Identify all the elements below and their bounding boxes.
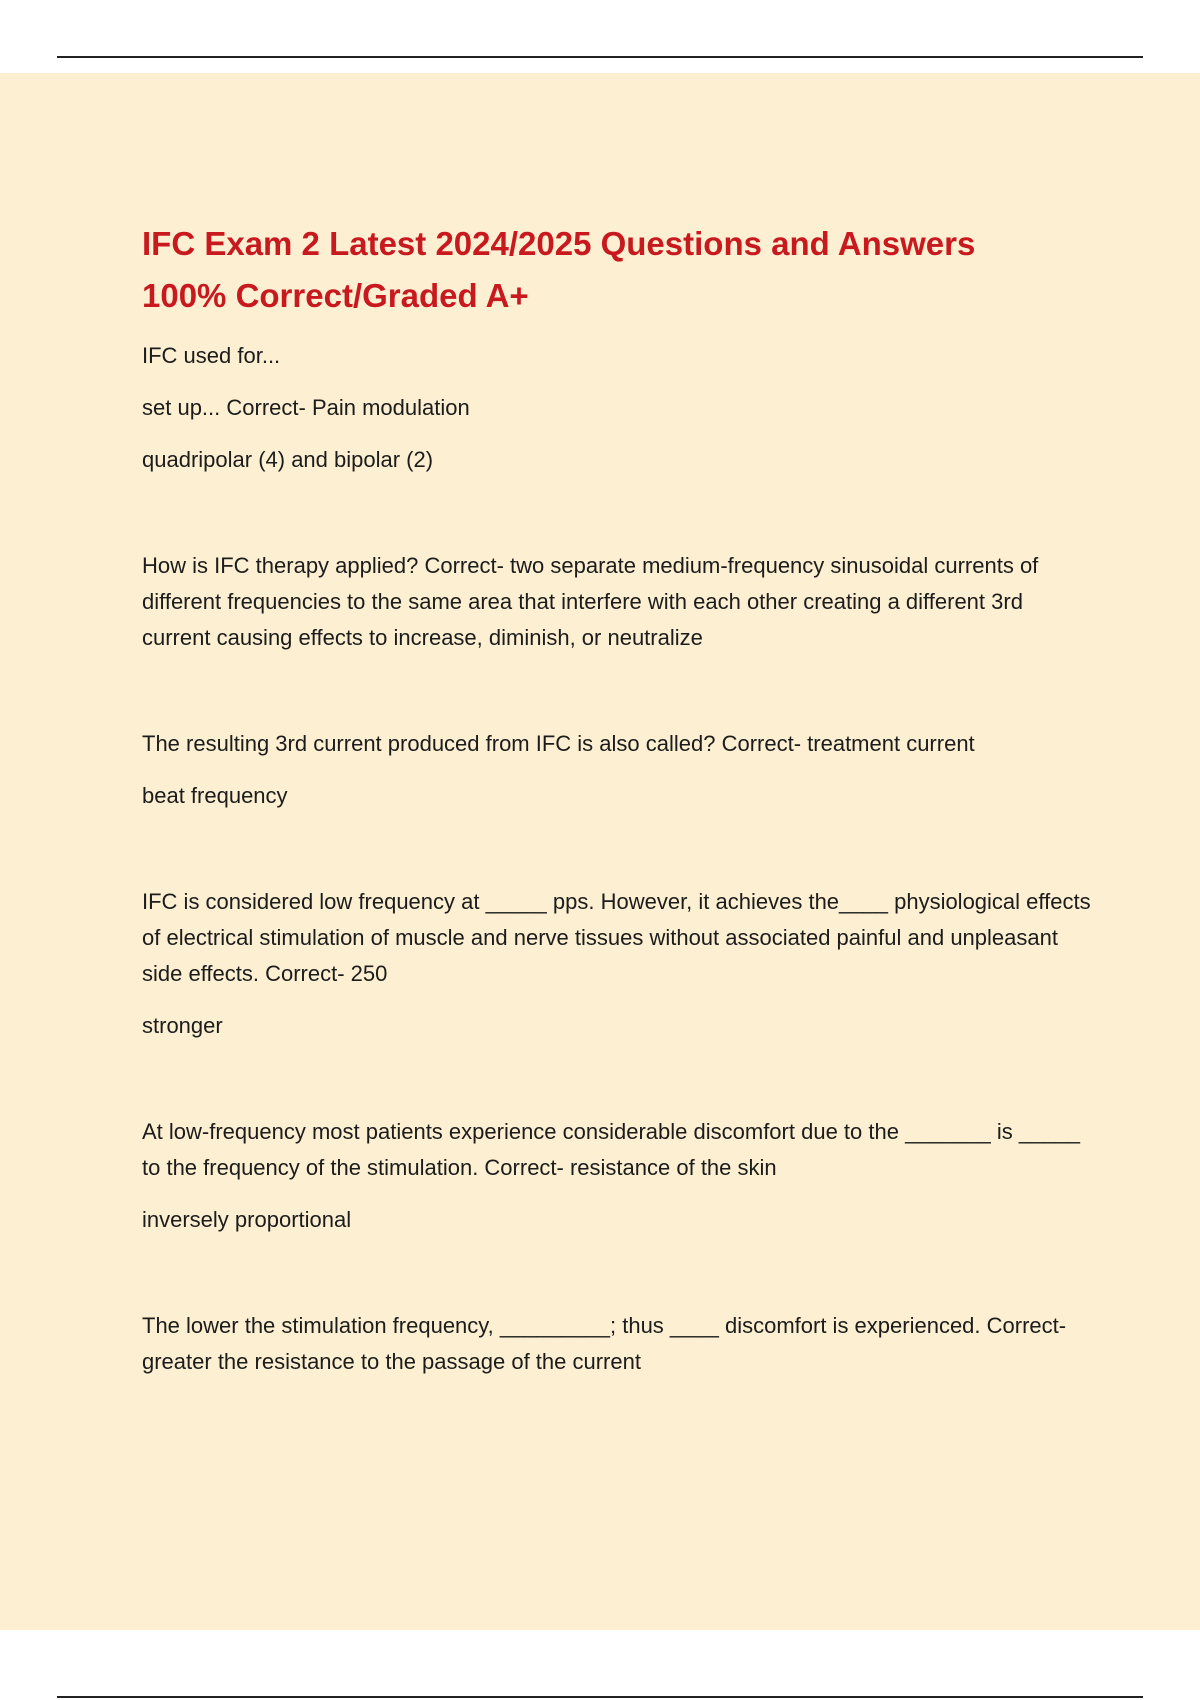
document-content xyxy=(142,218,1092,1380)
qa-item-5 xyxy=(142,1114,1092,1238)
qa-1-line-3: quadripolar (4) and bipolar (2) xyxy=(142,447,434,472)
footer-rule xyxy=(57,1696,1143,1698)
qa-1-line-1: IFC used for... xyxy=(142,343,281,368)
qa-6-line-1: The lower the stimulation frequency, _________; thus ____ discomfort is experienced. Correct- greater the resistance to the passage of the current xyxy=(142,1313,1067,1374)
qa-item-4 xyxy=(142,884,1092,1044)
qa-3-line-1: The resulting 3rd current produced from IFC is also called? Correct- treatment current xyxy=(142,731,975,756)
qa-1-line-2: set up... Correct- Pain modulation xyxy=(142,395,470,420)
header-rule xyxy=(57,56,1143,58)
title-line-2: 100% Correct/Graded A+ xyxy=(142,277,529,314)
document-page xyxy=(0,73,1200,1630)
title-line-1: IFC Exam 2 Latest 2024/2025 Questions and Answers xyxy=(142,225,976,262)
qa-3-line-2: beat frequency xyxy=(142,783,288,808)
qa-item-3 xyxy=(142,726,1092,814)
qa-4-line-1: IFC is considered low frequency at _____ pps. However, it achieves the____ physiological effects of electrical stimulation of muscle and nerve tissues without associated painful and unpleasant side effects. Correct- 250 xyxy=(142,889,1091,986)
qa-item-2 xyxy=(142,548,1092,656)
document-title xyxy=(142,218,1092,322)
qa-4-line-2: stronger xyxy=(142,1013,223,1038)
qa-5-line-1: At low-frequency most patients experience considerable discomfort due to the _______ is _____ to the frequency of the stimulation. Correct- resistance of the skin xyxy=(142,1119,1081,1180)
qa-item-6 xyxy=(142,1308,1092,1380)
qa-5-line-2: inversely proportional xyxy=(142,1207,352,1232)
qa-2-line-1: How is IFC therapy applied? Correct- two separate medium-frequency sinusoidal currents of different frequencies to the same area that interfere with each other creating a different 3rd current causing effects to increase, diminish, or neutralize xyxy=(142,553,1039,650)
qa-item-1 xyxy=(142,338,1092,478)
